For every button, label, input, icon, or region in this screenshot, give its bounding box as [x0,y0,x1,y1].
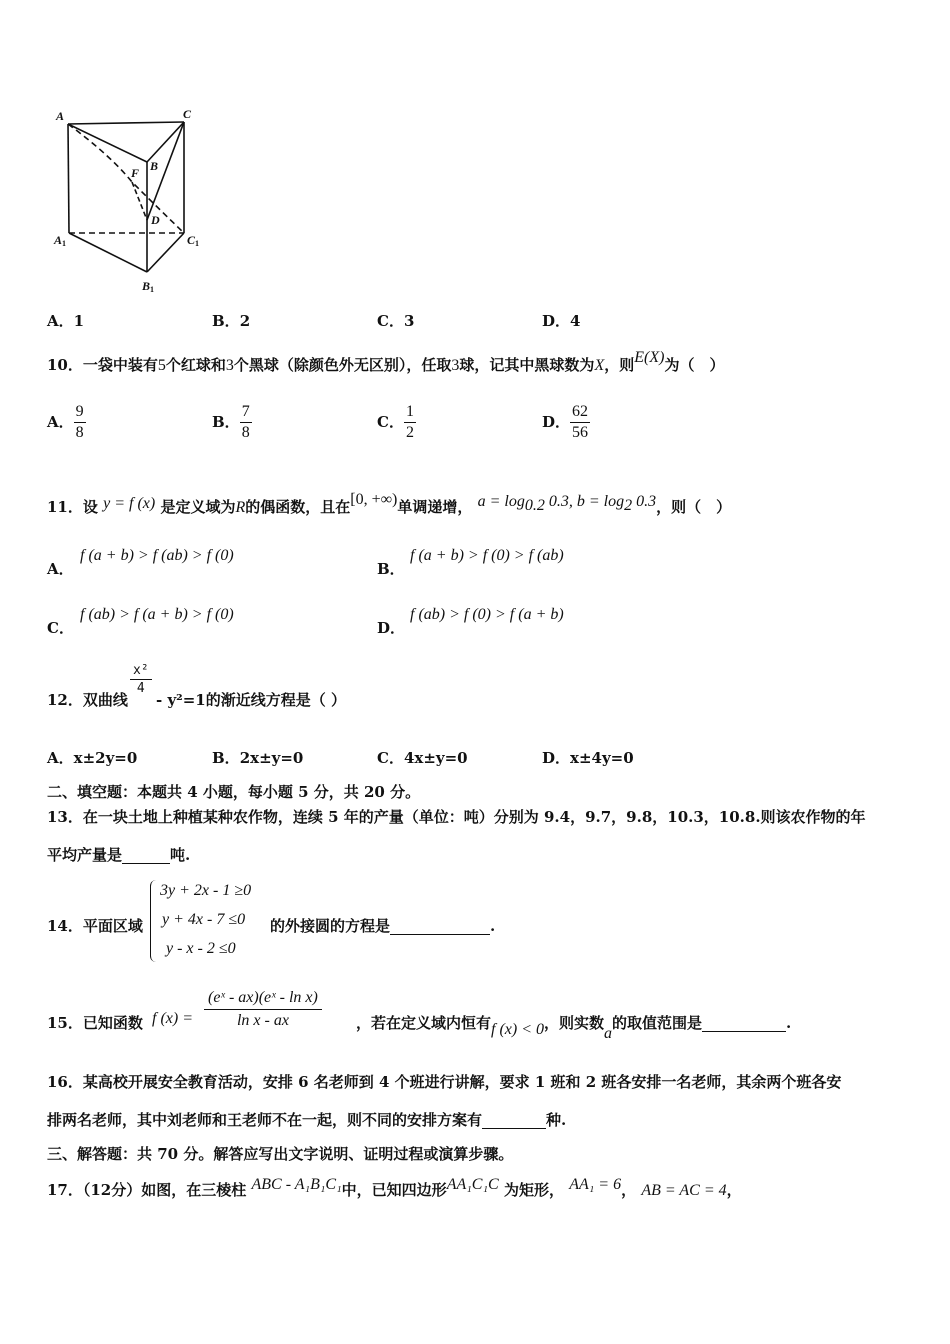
q14-system-brace [150,880,157,962]
q13-answer-blank[interactable] [122,848,170,864]
q15-label: 15．已知函数 [47,1014,143,1032]
q13-line2: 平均产量是 吨. [47,846,191,864]
q10-stem: 10．一袋中装有5个红球和3个黑球（除颜色外无区别），任取3球，记其中黑球数为X，则E(X)为（ ） [47,349,725,374]
label-C1: C1 [187,233,200,248]
label-D: D [151,213,160,227]
q15-answer-blank[interactable] [702,1016,786,1032]
q15-lhs: f (x) = [152,1010,193,1027]
q11-option-a-expr: f (a + b) > f (ab) > f (0) [80,547,234,564]
label-A: A [56,109,65,123]
q12-option-d: D．x±4y=0 [542,749,634,767]
q11-option-a-label: A． [47,560,74,578]
q14-answer-blank[interactable] [390,919,490,935]
q12-rest: - y²=1的渐近线方程是（ ） [156,691,346,709]
q11-stem: 11．设 y = f (x) 是定义域为R的偶函数，且在[0, +∞)单调递增， $a = \log_{0.2} 0.3$, $b = \log_2 0.3$，则（ ） [47,491,732,516]
q14-ineq-2: y + 4x - 7 ≤0 [162,911,246,928]
q16-answer-blank[interactable] [482,1113,546,1129]
q10-option-b: B． $\frac{7}{8}$ [212,403,250,441]
q9-option-a: A．1 [47,312,85,330]
edge-A1-B1 [69,233,147,272]
q11-option-d-label: D． [377,619,406,637]
q12-option-b: B．2x±y=0 [212,749,304,767]
q12-option-a: A．x±2y=0 [47,749,138,767]
edge-A-A1 [68,124,69,233]
q17-stem: 17．（12分）如图，在三棱柱 ABC - A₁B₁C₁中，已知四边形AA₁C₁C 为矩形， AA₁ = 6， AB = AC = 4， [47,1176,742,1199]
q15-fraction: (eˣ - ax)(eˣ - ln x) ln x - ax [204,990,322,1029]
q11-option-c-expr: f (ab) > f (a + b) > f (0) [80,606,234,623]
label-B1: B1 [142,279,155,294]
q14-label: 14．平面区域 [47,917,143,935]
q9-option-d: D．4 [542,312,581,330]
edge-A-C [68,122,184,124]
q11-option-c-label: C． [47,619,74,637]
label-B: B [150,159,159,173]
edge-B-C [147,122,184,162]
q14-ineq-1: 3y + 2x - 1 ≥0 [160,882,252,899]
q12-fraction: x² 4 [130,664,152,695]
label-F: F [131,166,140,180]
q11-option-d-expr: f (ab) > f (0) > f (a + b) [410,606,564,623]
segment-F-D-dashed [132,182,147,220]
prism-figure [40,100,260,300]
q9-option-b: B．2 [212,312,251,330]
q12-stem: 12．双曲线 [47,691,128,709]
q12-option-c: C．4x±y=0 [377,749,468,767]
section-2-heading: 二、填空题：本题共 4 小题，每小题 5 分，共 20 分。 [47,783,421,801]
q10-option-d: D． $\frac{62}{56}$ [542,403,589,441]
q16-line1: 16．某高校开展安全教育活动，安排 6 名老师到 4 个班进行讲解，要求 1 班和 2 班各安排一名老师，其余两个班各安 [47,1073,842,1091]
label-C: C [183,107,192,121]
q9-option-c: C．3 [377,312,415,330]
q10-option-a: A． $\frac{9}{8}$ [47,403,84,441]
edge-B1-C1 [147,233,184,272]
q15-rest: ，若在定义域内恒有f (x) < 0，则实数a的取值范围是 . [356,1014,792,1042]
q14-rest: 的外接圆的方程是 . [270,917,496,935]
q16-line2: 排两名老师，其中刘老师和王老师不在一起，则不同的安排方案有 种. [47,1111,567,1129]
q11-option-b-expr: f (a + b) > f (0) > f (ab) [410,547,564,564]
q14-ineq-3: y - x - 2 ≤0 [166,940,236,957]
q11-option-b-label: B． [377,560,405,578]
q13-line1: 13．在一块土地上种植某种农作物，连续 5 年的产量（单位：吨）分别为 9.4，9.7，9.8，10.3，10.8.则该农作物的年 [47,808,866,826]
q10-option-c: C． $\frac{1}{2}$ [377,403,414,441]
section-3-heading: 三、解答题：共 70 分。解答应写出文字说明、证明过程或演算步骤。 [47,1145,514,1163]
label-A1: A1 [54,233,67,248]
